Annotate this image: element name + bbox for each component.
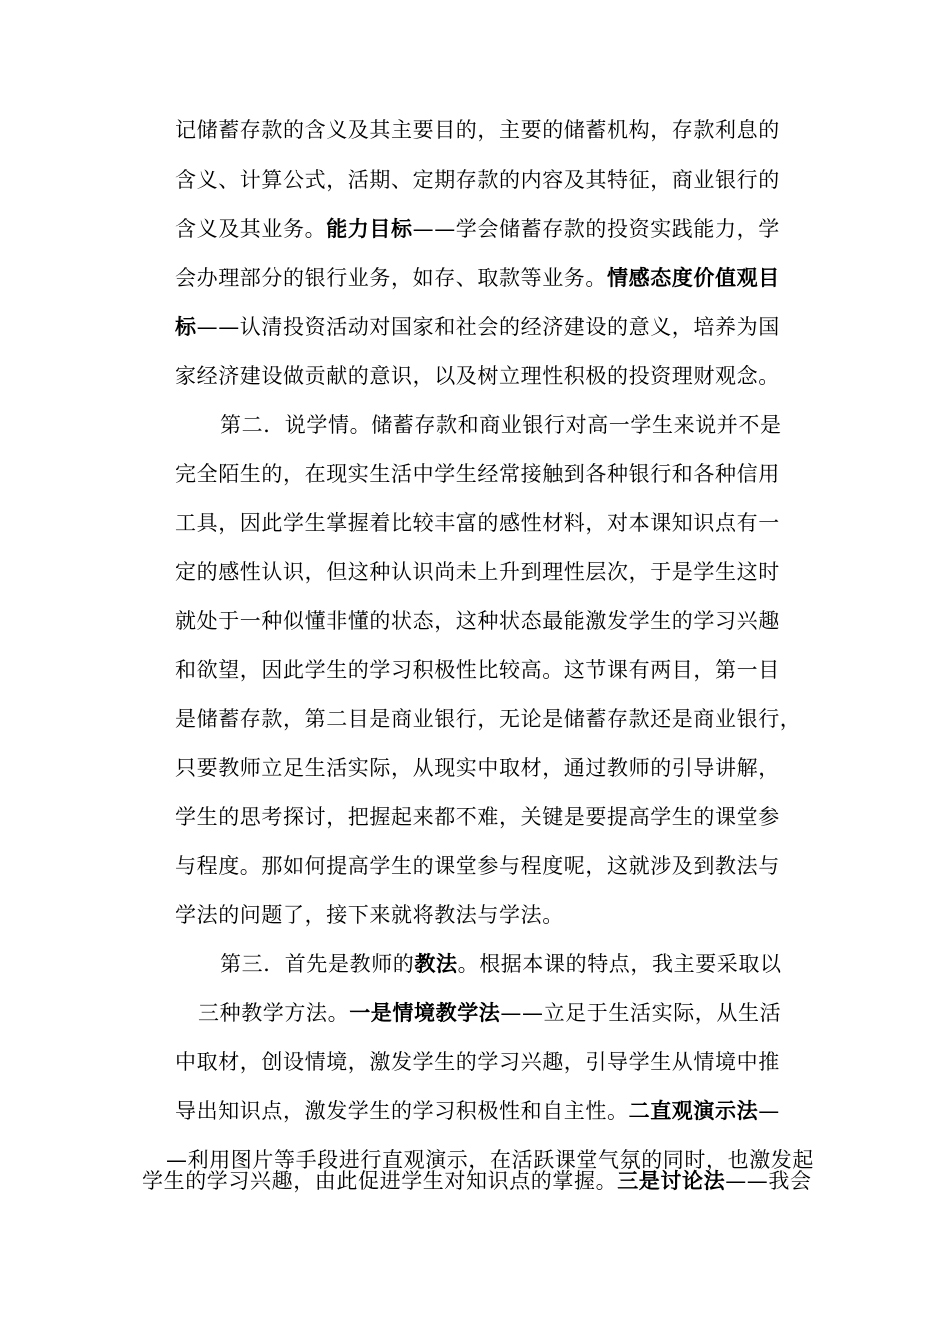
text-segment: ——我会 [725,1169,812,1193]
text-segment: 导出知识点，激发学生的学习积极性和自主性。 [175,1099,629,1123]
text-segment: 记储蓄存款的含义及其主要目的，主要的储蓄机构，存款利息的 [175,118,780,142]
text-line [175,361,780,391]
text-segment: 家经济建设做贡献的意识，以及树立理性积极的投资理财观念。 [175,364,780,388]
bold-phrase: 能力目标 [326,217,413,241]
text-segment: 中取材，创设情境，激发学生的学习兴趣，引导学生从情境中推 [175,1050,780,1074]
text-segment: 学生的学习兴趣，由此促进学生对知识点的掌握。 [142,1169,618,1193]
text-segment: — [758,1099,780,1123]
text-line [175,1047,780,1077]
text-segment: 就处于一种似懂非懂的状态，这种状态最能激发学生的学习兴趣 [175,609,780,633]
text-line [175,1096,780,1126]
text-segment: 含义及其业务。 [175,217,327,241]
bold-phrase: 三是讨论法 [617,1169,726,1193]
text-line [142,1166,812,1196]
bold-phrase: 二直观演示法 [628,1099,759,1123]
text-line [175,753,780,783]
text-segment: 完全陌生的，在现实生活中学生经常接触到各种银行和各种信用 [175,462,780,486]
bold-phrase: 标 [175,315,197,339]
text-line [175,606,780,636]
text-line [175,557,780,587]
text-segment: 与程度。那如何提高学生的课堂参与程度呢，这就涉及到教法与 [175,854,780,878]
text-segment: 工具，因此学生掌握着比较丰富的感性材料，对本课知识点有一 [175,511,780,535]
text-segment: ——学会储蓄存款的投资实践能力，学 [412,217,780,241]
text-segment: 会办理部分的银行业务，如存、取款等业务。 [175,266,607,290]
text-segment: 第三．首先是教师的 [220,952,415,976]
text-line [220,410,782,440]
text-line [175,459,780,489]
text-segment: 学法的问题了，接下来就将教法与学法。 [175,903,564,927]
text-line [175,655,780,685]
text-segment: 只要教师立足生活实际，从现实中取材，通过教师的引导讲解， [175,756,780,780]
text-line [175,900,564,930]
text-line [175,802,780,832]
text-segment: 第二．说学情。储蓄存款和商业银行对高一学生来说并不是 [220,413,782,437]
text-segment: ——立足于生活实际，从生活 [500,1001,782,1025]
text-segment: —利用图片等手段进行直观演示，在活跃课堂气氛的同时，也激发起 [166,1148,814,1172]
bold-phrase: 一是情境教学法 [349,1001,501,1025]
text-segment: 学生的思考探讨，把握起来都不难，关键是要提高学生的课堂参 [175,805,780,829]
text-line [175,115,780,145]
text-line [220,949,782,979]
text-line [198,998,781,1028]
text-line [175,704,801,734]
text-line [175,214,780,244]
text-segment: 是储蓄存款，第二目是商业银行，无论是储蓄存款还是商业银行， [175,707,802,731]
text-segment: ——认清投资活动对国家和社会的经济建设的意义，培养为国 [196,315,780,339]
text-segment: 。根据本课的特点，我主要采取以 [457,952,782,976]
bold-phrase: 情感态度价值观目 [607,266,780,290]
text-line [175,165,780,195]
text-segment: 和欲望，因此学生的学习积极性比较高。这节课有两目，第一目 [175,658,780,682]
text-line [175,851,780,881]
text-segment: 定的感性认识，但这种认识尚未上升到理性层次，于是学生这时 [175,560,780,584]
text-segment: 含义、计算公式，活期、定期存款的内容及其特征，商业银行的 [175,168,780,192]
bold-phrase: 教法 [414,952,458,976]
text-line [175,312,780,342]
text-line [175,263,780,293]
text-line [175,508,780,538]
text-segment: 三种教学方法。 [198,1001,350,1025]
